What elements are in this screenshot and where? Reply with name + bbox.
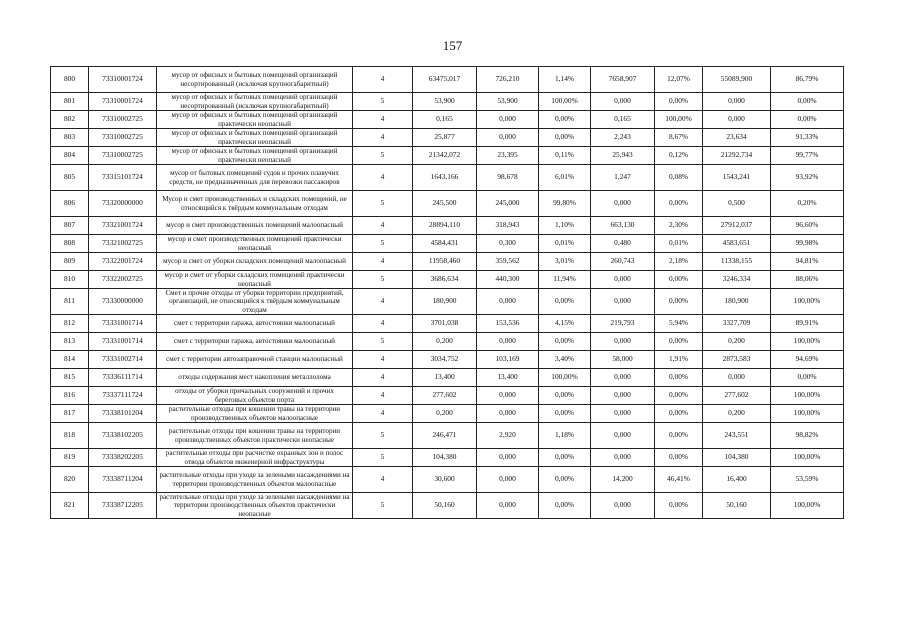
neutralized-amount-cell: 7658,907	[591, 67, 655, 93]
waste-code-cell: 73336111714	[89, 369, 157, 387]
neutralized-amount-cell: 0,000	[591, 93, 655, 111]
utilized-share-cell: 0,00%	[539, 111, 591, 129]
waste-code-cell: 73337111724	[89, 387, 157, 405]
total-amount-cell: 4584,431	[413, 235, 477, 253]
row-number-cell: 807	[51, 217, 89, 235]
waste-code-cell: 73310001724	[89, 93, 157, 111]
utilized-share-cell: 0,00%	[539, 467, 591, 493]
neutralized-amount-cell: 0,000	[591, 191, 655, 217]
utilized-share-cell: 3,01%	[539, 253, 591, 271]
waste-name-cell: отходы содержания мест накопления металлолома	[157, 369, 353, 387]
table-row	[51, 165, 844, 191]
row-number-cell: 820	[51, 467, 89, 493]
total-amount-cell: 11958,460	[413, 253, 477, 271]
row-number-cell: 815	[51, 369, 89, 387]
total-amount-cell: 277,602	[413, 387, 477, 405]
table-row	[51, 423, 844, 449]
waste-name-cell: мусор от офисных и бытовых помещений организаций практически неопасный	[157, 129, 353, 147]
utilized-share-cell: 1,10%	[539, 217, 591, 235]
waste-code-cell: 73338202205	[89, 449, 157, 467]
total-amount-cell: 0,165	[413, 111, 477, 129]
disposed-share-cell: 100,00%	[771, 449, 844, 467]
disposed-share-cell: 0,20%	[771, 191, 844, 217]
waste-name-cell: мусор от офисных и бытовых помещений организаций практически неопасный	[157, 147, 353, 165]
table-row	[51, 405, 844, 423]
utilized-amount-cell: 0,000	[477, 129, 539, 147]
row-number-cell: 803	[51, 129, 89, 147]
neutralized-share-cell: 0,01%	[655, 235, 703, 253]
neutralized-amount-cell: 58,000	[591, 351, 655, 369]
hazard-class-cell: 4	[353, 129, 413, 147]
waste-code-cell: 73322002725	[89, 271, 157, 289]
neutralized-amount-cell: 2,243	[591, 129, 655, 147]
hazard-class-cell: 5	[353, 147, 413, 165]
utilized-share-cell: 0,00%	[539, 289, 591, 315]
waste-name-cell: мусор от офисных и бытовых помещений организаций несортированный (исключая крупногабаритный)	[157, 93, 353, 111]
total-amount-cell: 0,200	[413, 405, 477, 423]
row-number-cell: 810	[51, 271, 89, 289]
neutralized-amount-cell: 0,165	[591, 111, 655, 129]
hazard-class-cell: 4	[353, 315, 413, 333]
utilized-amount-cell: 13,400	[477, 369, 539, 387]
total-amount-cell: 13,400	[413, 369, 477, 387]
table-row	[51, 67, 844, 93]
waste-name-cell: Смет и прочие отходы от уборки территории предприятий, организаций, не относящийся к твёрдым коммунальным отходам	[157, 289, 353, 315]
table-body	[51, 67, 844, 519]
neutralized-share-cell: 0,00%	[655, 493, 703, 519]
row-number-cell: 818	[51, 423, 89, 449]
total-amount-cell: 104,380	[413, 449, 477, 467]
utilized-share-cell: 1,14%	[539, 67, 591, 93]
disposed-share-cell: 96,60%	[771, 217, 844, 235]
hazard-class-cell: 5	[353, 493, 413, 519]
waste-code-cell: 73338712205	[89, 493, 157, 519]
waste-code-cell: 73322001724	[89, 253, 157, 271]
disposed-amount-cell: 55089,900	[703, 67, 771, 93]
neutralized-amount-cell: 0,000	[591, 333, 655, 351]
hazard-class-cell: 4	[353, 165, 413, 191]
row-number-cell: 817	[51, 405, 89, 423]
disposed-share-cell: 0,00%	[771, 111, 844, 129]
utilized-amount-cell: 0,000	[477, 111, 539, 129]
neutralized-share-cell: 46,41%	[655, 467, 703, 493]
waste-name-cell: мусор от бытовых помещений судов и прочих плавучих средств, не предназначенных для перевозки пассажиров	[157, 165, 353, 191]
utilized-share-cell: 1,18%	[539, 423, 591, 449]
row-number-cell: 809	[51, 253, 89, 271]
utilized-amount-cell: 318,943	[477, 217, 539, 235]
total-amount-cell: 245,500	[413, 191, 477, 217]
utilized-amount-cell: 440,300	[477, 271, 539, 289]
waste-name-cell: мусор и смет от уборки складских помещений малоопасный	[157, 253, 353, 271]
hazard-class-cell: 4	[353, 253, 413, 271]
disposed-share-cell: 100,00%	[771, 387, 844, 405]
neutralized-amount-cell: 0,000	[591, 289, 655, 315]
total-amount-cell: 1643,166	[413, 165, 477, 191]
utilized-amount-cell: 0,300	[477, 235, 539, 253]
waste-name-cell: смет с территории автозаправочной станции малоопасный	[157, 351, 353, 369]
total-amount-cell: 3686,634	[413, 271, 477, 289]
hazard-class-cell: 4	[353, 351, 413, 369]
waste-code-cell: 73310002725	[89, 111, 157, 129]
neutralized-share-cell: 0,00%	[655, 449, 703, 467]
disposed-amount-cell: 21292,734	[703, 147, 771, 165]
neutralized-amount-cell: 25,943	[591, 147, 655, 165]
table-row	[51, 333, 844, 351]
disposed-amount-cell: 0,200	[703, 333, 771, 351]
waste-name-cell: растительные отходы при кошении травы на территории производственных объектов малоопасные	[157, 405, 353, 423]
table-row	[51, 289, 844, 315]
disposed-amount-cell: 0,000	[703, 93, 771, 111]
row-number-cell: 819	[51, 449, 89, 467]
utilized-share-cell: 3,40%	[539, 351, 591, 369]
utilized-share-cell: 100,00%	[539, 369, 591, 387]
waste-name-cell: мусор и смет производственных помещений малоопасный	[157, 217, 353, 235]
waste-code-cell: 73310002725	[89, 147, 157, 165]
total-amount-cell: 30,600	[413, 467, 477, 493]
waste-code-cell: 73320000000	[89, 191, 157, 217]
waste-code-cell: 73310002725	[89, 129, 157, 147]
disposed-share-cell: 100,00%	[771, 289, 844, 315]
disposed-share-cell: 100,00%	[771, 333, 844, 351]
total-amount-cell: 25,877	[413, 129, 477, 147]
neutralized-amount-cell: 0,000	[591, 493, 655, 519]
disposed-amount-cell: 50,160	[703, 493, 771, 519]
total-amount-cell: 0,200	[413, 333, 477, 351]
row-number-cell: 806	[51, 191, 89, 217]
waste-code-cell: 73331002714	[89, 351, 157, 369]
disposed-share-cell: 89,91%	[771, 315, 844, 333]
neutralized-amount-cell: 0,000	[591, 387, 655, 405]
disposed-share-cell: 100,00%	[771, 405, 844, 423]
row-number-cell: 821	[51, 493, 89, 519]
hazard-class-cell: 4	[353, 289, 413, 315]
utilized-amount-cell: 0,000	[477, 333, 539, 351]
waste-name-cell: смет с территории гаража, автостоянки малоопасный	[157, 333, 353, 351]
row-number-cell: 814	[51, 351, 89, 369]
table-row	[51, 369, 844, 387]
neutralized-share-cell: 0,00%	[655, 405, 703, 423]
table-row	[51, 351, 844, 369]
disposed-amount-cell: 2873,583	[703, 351, 771, 369]
page-number: 157	[442, 38, 463, 53]
neutralized-amount-cell: 0,000	[591, 271, 655, 289]
table-row	[51, 235, 844, 253]
waste-name-cell: смет с территории гаража, автостоянки малоопасный	[157, 315, 353, 333]
neutralized-amount-cell: 0,000	[591, 405, 655, 423]
neutralized-share-cell: 2,30%	[655, 217, 703, 235]
hazard-class-cell: 5	[353, 423, 413, 449]
neutralized-share-cell: 1,91%	[655, 351, 703, 369]
neutralized-share-cell: 0,00%	[655, 369, 703, 387]
waste-code-cell: 73338102205	[89, 423, 157, 449]
hazard-class-cell: 5	[353, 271, 413, 289]
utilized-share-cell: 99,80%	[539, 191, 591, 217]
row-number-cell: 802	[51, 111, 89, 129]
total-amount-cell: 63475,017	[413, 67, 477, 93]
total-amount-cell: 50,160	[413, 493, 477, 519]
utilized-amount-cell: 53,900	[477, 93, 539, 111]
disposed-amount-cell: 3246,334	[703, 271, 771, 289]
neutralized-share-cell: 0,08%	[655, 165, 703, 191]
utilized-amount-cell: 153,536	[477, 315, 539, 333]
table-row	[51, 111, 844, 129]
utilized-share-cell: 0,01%	[539, 235, 591, 253]
table-row	[51, 315, 844, 333]
neutralized-share-cell: 8,67%	[655, 129, 703, 147]
row-number-cell: 801	[51, 93, 89, 111]
disposed-share-cell: 91,33%	[771, 129, 844, 147]
utilized-amount-cell: 0,000	[477, 387, 539, 405]
utilized-share-cell: 0,00%	[539, 333, 591, 351]
total-amount-cell: 246,471	[413, 423, 477, 449]
waste-name-cell: растительные отходы при уходе за зелеными насаждениями на территории производственных объектов практически неопасные	[157, 493, 353, 519]
hazard-class-cell: 4	[353, 387, 413, 405]
neutralized-amount-cell: 663,130	[591, 217, 655, 235]
hazard-class-cell: 4	[353, 405, 413, 423]
neutralized-amount-cell: 0,000	[591, 449, 655, 467]
hazard-class-cell: 5	[353, 93, 413, 111]
disposed-share-cell: 0,00%	[771, 369, 844, 387]
utilized-amount-cell: 359,562	[477, 253, 539, 271]
utilized-amount-cell: 98,678	[477, 165, 539, 191]
disposed-amount-cell: 4583,651	[703, 235, 771, 253]
neutralized-amount-cell: 219,793	[591, 315, 655, 333]
disposed-share-cell: 98,82%	[771, 423, 844, 449]
utilized-share-cell: 0,00%	[539, 387, 591, 405]
neutralized-amount-cell: 1,247	[591, 165, 655, 191]
utilized-share-cell: 4,15%	[539, 315, 591, 333]
disposed-share-cell: 88,06%	[771, 271, 844, 289]
disposed-amount-cell: 0,500	[703, 191, 771, 217]
disposed-share-cell: 93,92%	[771, 165, 844, 191]
total-amount-cell: 21342,072	[413, 147, 477, 165]
row-number-cell: 816	[51, 387, 89, 405]
row-number-cell: 808	[51, 235, 89, 253]
disposed-amount-cell: 27912,037	[703, 217, 771, 235]
hazard-class-cell: 5	[353, 191, 413, 217]
utilized-amount-cell: 23,395	[477, 147, 539, 165]
neutralized-amount-cell: 0,000	[591, 369, 655, 387]
row-number-cell: 813	[51, 333, 89, 351]
waste-name-cell: мусор и смет производственных помещений практически неопасный	[157, 235, 353, 253]
neutralized-share-cell: 0,00%	[655, 423, 703, 449]
waste-code-cell: 73338711204	[89, 467, 157, 493]
waste-code-cell: 73331001714	[89, 333, 157, 351]
utilized-amount-cell: 0,000	[477, 493, 539, 519]
disposed-amount-cell: 1543,241	[703, 165, 771, 191]
utilized-amount-cell: 0,000	[477, 405, 539, 423]
utilized-share-cell: 0,00%	[539, 449, 591, 467]
table-row	[51, 449, 844, 467]
table-row	[51, 467, 844, 493]
disposed-share-cell: 99,98%	[771, 235, 844, 253]
waste-name-cell: мусор от офисных и бытовых помещений организаций практически неопасный	[157, 111, 353, 129]
table-row	[51, 129, 844, 147]
waste-name-cell: мусор и смет от уборки складских помещений практически неопасный	[157, 271, 353, 289]
total-amount-cell: 3701,038	[413, 315, 477, 333]
disposed-amount-cell: 11338,155	[703, 253, 771, 271]
utilized-share-cell: 0,00%	[539, 405, 591, 423]
disposed-share-cell: 99,77%	[771, 147, 844, 165]
neutralized-share-cell: 0,00%	[655, 333, 703, 351]
hazard-class-cell: 4	[353, 111, 413, 129]
table-row	[51, 93, 844, 111]
utilized-share-cell: 0,00%	[539, 129, 591, 147]
table-row	[51, 253, 844, 271]
waste-code-cell: 73331001714	[89, 315, 157, 333]
neutralized-amount-cell: 0,000	[591, 423, 655, 449]
disposed-amount-cell: 23,634	[703, 129, 771, 147]
neutralized-share-cell: 0,00%	[655, 191, 703, 217]
row-number-cell: 805	[51, 165, 89, 191]
disposed-share-cell: 94,81%	[771, 253, 844, 271]
disposed-amount-cell: 0,200	[703, 405, 771, 423]
table-row	[51, 493, 844, 519]
neutralized-share-cell: 5,94%	[655, 315, 703, 333]
utilized-amount-cell: 0,000	[477, 467, 539, 493]
hazard-class-cell: 4	[353, 67, 413, 93]
neutralized-share-cell: 100,00%	[655, 111, 703, 129]
utilized-share-cell: 6,01%	[539, 165, 591, 191]
disposed-share-cell: 100,00%	[771, 493, 844, 519]
disposed-amount-cell: 3327,709	[703, 315, 771, 333]
table-row	[51, 191, 844, 217]
utilized-share-cell: 100,00%	[539, 93, 591, 111]
row-number-cell: 804	[51, 147, 89, 165]
table-row	[51, 217, 844, 235]
hazard-class-cell: 5	[353, 333, 413, 351]
waste-code-cell: 73315101724	[89, 165, 157, 191]
disposed-amount-cell: 180,900	[703, 289, 771, 315]
neutralized-share-cell: 0,00%	[655, 271, 703, 289]
disposed-share-cell: 86,79%	[771, 67, 844, 93]
disposed-amount-cell: 277,602	[703, 387, 771, 405]
table-row	[51, 147, 844, 165]
disposed-amount-cell: 16,400	[703, 467, 771, 493]
waste-name-cell: отходы от уборки причальных сооружений и прочих береговых объектов порта	[157, 387, 353, 405]
disposed-share-cell: 0,00%	[771, 93, 844, 111]
table-row	[51, 387, 844, 405]
waste-name-cell: растительные отходы при уходе за зелеными насаждениями на территории производственных объектов малоопасные	[157, 467, 353, 493]
neutralized-share-cell: 0,12%	[655, 147, 703, 165]
row-number-cell: 812	[51, 315, 89, 333]
waste-name-cell: растительные отходы при кошении травы на территории производственных объектов практически неопасные	[157, 423, 353, 449]
hazard-class-cell: 4	[353, 217, 413, 235]
table-row	[51, 271, 844, 289]
disposed-share-cell: 94,69%	[771, 351, 844, 369]
neutralized-share-cell: 0,00%	[655, 289, 703, 315]
disposed-share-cell: 53,59%	[771, 467, 844, 493]
disposed-amount-cell: 104,380	[703, 449, 771, 467]
neutralized-share-cell: 0,00%	[655, 387, 703, 405]
utilized-amount-cell: 2,920	[477, 423, 539, 449]
disposed-amount-cell: 0,000	[703, 111, 771, 129]
waste-code-cell: 73310001724	[89, 67, 157, 93]
utilized-share-cell: 0,00%	[539, 493, 591, 519]
waste-name-cell: мусор от офисных и бытовых помещений организаций несортированный (исключая крупногабаритный)	[157, 67, 353, 93]
hazard-class-cell: 5	[353, 235, 413, 253]
neutralized-share-cell: 12,07%	[655, 67, 703, 93]
hazard-class-cell: 4	[353, 369, 413, 387]
waste-code-cell: 73338101204	[89, 405, 157, 423]
disposed-amount-cell: 0,000	[703, 369, 771, 387]
waste-code-cell: 73321002725	[89, 235, 157, 253]
disposed-amount-cell: 243,551	[703, 423, 771, 449]
neutralized-amount-cell: 14,200	[591, 467, 655, 493]
total-amount-cell: 53,900	[413, 93, 477, 111]
waste-code-cell: 73321001724	[89, 217, 157, 235]
utilized-amount-cell: 103,169	[477, 351, 539, 369]
neutralized-amount-cell: 0,480	[591, 235, 655, 253]
row-number-cell: 800	[51, 67, 89, 93]
total-amount-cell: 3034,752	[413, 351, 477, 369]
utilized-amount-cell: 726,210	[477, 67, 539, 93]
total-amount-cell: 28894,110	[413, 217, 477, 235]
waste-registry-table	[50, 66, 844, 519]
total-amount-cell: 180,900	[413, 289, 477, 315]
utilized-share-cell: 0,11%	[539, 147, 591, 165]
neutralized-amount-cell: 260,743	[591, 253, 655, 271]
row-number-cell: 811	[51, 289, 89, 315]
hazard-class-cell: 4	[353, 467, 413, 493]
utilized-amount-cell: 0,000	[477, 289, 539, 315]
utilized-amount-cell: 0,000	[477, 449, 539, 467]
utilized-amount-cell: 245,000	[477, 191, 539, 217]
utilized-share-cell: 11,94%	[539, 271, 591, 289]
waste-name-cell: растительные отходы при расчистке охранных зон и полос отвода объектов инженерной инфраструктуры	[157, 449, 353, 467]
neutralized-share-cell: 0,00%	[655, 93, 703, 111]
hazard-class-cell: 5	[353, 449, 413, 467]
waste-code-cell: 73330000000	[89, 289, 157, 315]
waste-name-cell: Мусор и смет производственных и складских помещений, не относящийся к твёрдым коммунальным отходам	[157, 191, 353, 217]
neutralized-share-cell: 2,18%	[655, 253, 703, 271]
